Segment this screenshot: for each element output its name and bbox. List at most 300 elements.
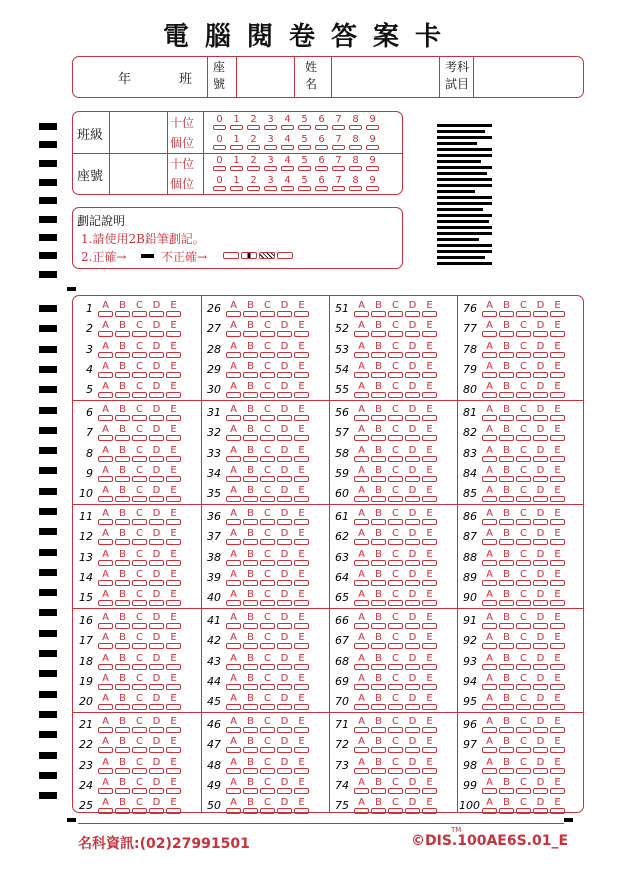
answer-bubble[interactable]: D (276, 777, 293, 794)
answer-bubble[interactable]: B (242, 508, 259, 525)
answer-bubble[interactable]: E (421, 404, 438, 421)
answer-bubble[interactable]: E (549, 361, 566, 378)
answer-bubble[interactable]: A (481, 673, 498, 690)
answer-bubble[interactable]: E (165, 569, 182, 586)
answer-bubble[interactable]: A (97, 508, 114, 525)
digit-bubble[interactable]: 5 (296, 155, 313, 171)
answer-bubble[interactable]: D (404, 757, 421, 774)
answer-bubble[interactable]: C (515, 569, 532, 586)
answer-bubble[interactable]: D (404, 424, 421, 441)
answer-bubble[interactable]: A (481, 508, 498, 525)
answer-bubble[interactable]: C (259, 736, 276, 753)
answer-bubble[interactable]: B (242, 653, 259, 670)
answer-bubble[interactable]: D (276, 465, 293, 482)
digit-bubble[interactable]: 6 (313, 114, 330, 130)
answer-bubble[interactable]: A (97, 797, 114, 814)
digit-bubble[interactable]: 3 (262, 175, 279, 191)
answer-bubble[interactable]: E (549, 404, 566, 421)
answer-bubble[interactable]: C (515, 341, 532, 358)
answer-bubble[interactable]: C (515, 445, 532, 462)
answer-bubble[interactable]: A (481, 341, 498, 358)
answer-bubble[interactable]: A (225, 508, 242, 525)
answer-bubble[interactable]: D (404, 549, 421, 566)
answer-bubble[interactable]: A (225, 465, 242, 482)
answer-bubble[interactable]: C (131, 673, 148, 690)
answer-bubble[interactable]: A (353, 797, 370, 814)
answer-bubble[interactable]: E (421, 381, 438, 398)
answer-bubble[interactable]: B (498, 465, 515, 482)
answer-bubble[interactable]: D (404, 653, 421, 670)
answer-bubble[interactable]: A (97, 632, 114, 649)
answer-bubble[interactable]: D (532, 445, 549, 462)
answer-bubble[interactable]: C (259, 693, 276, 710)
answer-bubble[interactable]: C (387, 361, 404, 378)
answer-bubble[interactable]: E (293, 549, 310, 566)
answer-bubble[interactable]: C (259, 777, 276, 794)
answer-bubble[interactable]: E (421, 445, 438, 462)
answer-bubble[interactable]: D (532, 508, 549, 525)
answer-bubble[interactable]: C (387, 673, 404, 690)
answer-bubble[interactable]: D (532, 653, 549, 670)
answer-bubble[interactable]: B (242, 632, 259, 649)
digit-bubble[interactable]: 0 (211, 134, 228, 150)
answer-bubble[interactable]: E (421, 797, 438, 814)
answer-bubble[interactable]: D (532, 528, 549, 545)
answer-bubble[interactable]: E (165, 797, 182, 814)
answer-bubble[interactable]: A (481, 361, 498, 378)
answer-bubble[interactable]: E (293, 300, 310, 317)
answer-bubble[interactable]: E (165, 445, 182, 462)
answer-bubble[interactable]: E (293, 341, 310, 358)
answer-bubble[interactable]: E (165, 300, 182, 317)
answer-bubble[interactable]: A (481, 485, 498, 502)
answer-bubble[interactable]: C (515, 508, 532, 525)
answer-bubble[interactable]: C (515, 300, 532, 317)
answer-bubble[interactable]: B (114, 632, 131, 649)
digit-bubble[interactable]: 2 (245, 134, 262, 150)
digit-bubble[interactable]: 2 (245, 175, 262, 191)
answer-bubble[interactable]: D (276, 381, 293, 398)
answer-bubble[interactable]: D (404, 777, 421, 794)
seat-tens-digits[interactable] (211, 155, 381, 171)
digit-bubble[interactable]: 1 (228, 114, 245, 130)
answer-bubble[interactable]: E (165, 673, 182, 690)
answer-bubble[interactable]: D (148, 381, 165, 398)
answer-bubble[interactable]: B (498, 589, 515, 606)
answer-bubble[interactable]: E (165, 485, 182, 502)
answer-bubble[interactable]: D (276, 736, 293, 753)
answer-bubble[interactable]: B (114, 797, 131, 814)
answer-bubble[interactable]: A (353, 673, 370, 690)
answer-bubble[interactable]: C (515, 528, 532, 545)
answer-bubble[interactable]: D (148, 465, 165, 482)
answer-bubble[interactable]: C (515, 632, 532, 649)
answer-bubble[interactable]: C (387, 797, 404, 814)
answer-bubble[interactable]: C (387, 528, 404, 545)
digit-bubble[interactable]: 1 (228, 155, 245, 171)
answer-bubble[interactable]: D (148, 300, 165, 317)
answer-bubble[interactable]: D (148, 777, 165, 794)
answer-bubble[interactable]: C (515, 381, 532, 398)
answer-bubble[interactable]: A (225, 653, 242, 670)
answer-bubble[interactable]: A (481, 632, 498, 649)
digit-bubble[interactable]: 3 (262, 134, 279, 150)
digit-bubble[interactable]: 8 (347, 175, 364, 191)
answer-bubble[interactable]: C (259, 716, 276, 733)
answer-bubble[interactable]: B (498, 653, 515, 670)
answer-bubble[interactable]: B (370, 549, 387, 566)
answer-bubble[interactable]: A (481, 777, 498, 794)
answer-bubble[interactable]: A (225, 320, 242, 337)
answer-bubble[interactable]: A (225, 404, 242, 421)
answer-bubble[interactable]: E (165, 693, 182, 710)
answer-bubble[interactable]: E (421, 589, 438, 606)
answer-bubble[interactable]: C (131, 528, 148, 545)
answer-bubble[interactable]: C (259, 632, 276, 649)
digit-bubble[interactable]: 1 (228, 134, 245, 150)
answer-bubble[interactable]: E (549, 757, 566, 774)
answer-bubble[interactable]: E (421, 465, 438, 482)
answer-bubble[interactable]: D (532, 404, 549, 421)
answer-bubble[interactable]: E (549, 381, 566, 398)
answer-bubble[interactable]: C (131, 381, 148, 398)
answer-bubble[interactable]: C (515, 465, 532, 482)
answer-bubble[interactable]: D (148, 757, 165, 774)
answer-bubble[interactable]: C (131, 508, 148, 525)
answer-bubble[interactable]: A (353, 693, 370, 710)
answer-bubble[interactable]: E (421, 673, 438, 690)
answer-bubble[interactable]: D (404, 485, 421, 502)
answer-bubble[interactable]: A (353, 589, 370, 606)
answer-bubble[interactable]: A (225, 797, 242, 814)
answer-bubble[interactable]: B (114, 485, 131, 502)
answer-bubble[interactable]: E (549, 528, 566, 545)
answer-bubble[interactable]: D (532, 300, 549, 317)
answer-bubble[interactable]: E (293, 320, 310, 337)
answer-bubble[interactable]: E (421, 424, 438, 441)
answer-bubble[interactable]: C (387, 300, 404, 317)
answer-bubble[interactable]: B (370, 508, 387, 525)
answer-bubble[interactable]: B (370, 632, 387, 649)
answer-bubble[interactable]: A (225, 736, 242, 753)
digit-bubble[interactable]: 9 (364, 134, 381, 150)
answer-bubble[interactable]: B (242, 589, 259, 606)
answer-bubble[interactable]: E (421, 549, 438, 566)
answer-bubble[interactable]: C (131, 797, 148, 814)
answer-bubble[interactable]: C (387, 404, 404, 421)
answer-bubble[interactable]: A (97, 381, 114, 398)
answer-bubble[interactable]: E (165, 549, 182, 566)
digit-bubble[interactable]: 8 (347, 134, 364, 150)
class-tens-digits[interactable] (211, 114, 381, 130)
answer-bubble[interactable]: D (148, 361, 165, 378)
digit-bubble[interactable]: 0 (211, 175, 228, 191)
answer-bubble[interactable]: C (259, 528, 276, 545)
answer-bubble[interactable]: C (387, 549, 404, 566)
answer-bubble[interactable]: A (225, 485, 242, 502)
answer-bubble[interactable]: A (481, 797, 498, 814)
answer-bubble[interactable]: D (276, 404, 293, 421)
answer-bubble[interactable]: C (387, 716, 404, 733)
answer-bubble[interactable]: E (549, 445, 566, 462)
answer-bubble[interactable]: B (114, 320, 131, 337)
answer-bubble[interactable]: A (97, 404, 114, 421)
answer-bubble[interactable]: B (242, 445, 259, 462)
answer-bubble[interactable]: E (165, 777, 182, 794)
answer-bubble[interactable]: B (114, 341, 131, 358)
answer-bubble[interactable]: D (148, 653, 165, 670)
answer-bubble[interactable]: A (481, 424, 498, 441)
answer-bubble[interactable]: E (421, 361, 438, 378)
answer-bubble[interactable]: B (498, 612, 515, 629)
answer-bubble[interactable]: C (515, 612, 532, 629)
answer-bubble[interactable]: B (498, 320, 515, 337)
digit-bubble[interactable]: 4 (279, 155, 296, 171)
answer-bubble[interactable]: C (131, 569, 148, 586)
answer-bubble[interactable]: B (498, 673, 515, 690)
answer-bubble[interactable]: B (370, 381, 387, 398)
answer-bubble[interactable]: E (421, 653, 438, 670)
answer-bubble[interactable]: A (225, 381, 242, 398)
answer-bubble[interactable]: D (532, 589, 549, 606)
seat-ones-digits[interactable] (211, 175, 381, 191)
answer-bubble[interactable]: A (97, 569, 114, 586)
answer-bubble[interactable]: A (225, 632, 242, 649)
answer-bubble[interactable]: A (225, 612, 242, 629)
answer-bubble[interactable]: B (114, 404, 131, 421)
answer-bubble[interactable]: B (370, 361, 387, 378)
answer-bubble[interactable]: A (353, 485, 370, 502)
answer-bubble[interactable]: A (353, 569, 370, 586)
answer-bubble[interactable]: C (515, 777, 532, 794)
answer-bubble[interactable]: B (498, 757, 515, 774)
answer-bubble[interactable]: D (532, 485, 549, 502)
answer-bubble[interactable]: A (97, 673, 114, 690)
answer-bubble[interactable]: D (148, 632, 165, 649)
answer-bubble[interactable]: B (370, 757, 387, 774)
digit-bubble[interactable]: 4 (279, 134, 296, 150)
answer-bubble[interactable]: C (387, 632, 404, 649)
answer-bubble[interactable]: C (387, 445, 404, 462)
answer-bubble[interactable]: D (532, 549, 549, 566)
answer-bubble[interactable]: A (353, 404, 370, 421)
answer-bubble[interactable]: D (532, 797, 549, 814)
answer-bubble[interactable]: B (114, 549, 131, 566)
answer-bubble[interactable]: A (97, 612, 114, 629)
answer-bubble[interactable]: C (259, 361, 276, 378)
answer-bubble[interactable]: C (387, 381, 404, 398)
answer-bubble[interactable]: C (131, 424, 148, 441)
answer-bubble[interactable]: A (97, 716, 114, 733)
answer-bubble[interactable]: D (276, 320, 293, 337)
answer-bubble[interactable]: E (293, 528, 310, 545)
answer-bubble[interactable]: E (549, 589, 566, 606)
answer-bubble[interactable]: D (532, 465, 549, 482)
answer-bubble[interactable]: A (225, 445, 242, 462)
answer-bubble[interactable]: C (131, 485, 148, 502)
answer-bubble[interactable]: A (97, 589, 114, 606)
answer-bubble[interactable]: C (259, 404, 276, 421)
answer-bubble[interactable]: C (259, 589, 276, 606)
answer-bubble[interactable]: C (515, 716, 532, 733)
answer-bubble[interactable]: D (404, 404, 421, 421)
answer-bubble[interactable]: A (481, 404, 498, 421)
answer-bubble[interactable]: E (549, 693, 566, 710)
answer-bubble[interactable]: A (97, 465, 114, 482)
answer-bubble[interactable]: A (225, 757, 242, 774)
answer-bubble[interactable]: B (242, 341, 259, 358)
answer-bubble[interactable]: C (131, 404, 148, 421)
digit-bubble[interactable]: 7 (330, 114, 347, 130)
answer-bubble[interactable]: A (353, 653, 370, 670)
answer-bubble[interactable]: B (498, 716, 515, 733)
answer-bubble[interactable]: E (165, 404, 182, 421)
answer-bubble[interactable]: B (498, 485, 515, 502)
answer-bubble[interactable]: E (293, 465, 310, 482)
answer-bubble[interactable]: E (549, 716, 566, 733)
answer-bubble[interactable]: A (97, 757, 114, 774)
answer-bubble[interactable]: D (276, 445, 293, 462)
answer-bubble[interactable]: B (114, 777, 131, 794)
answer-bubble[interactable]: B (242, 549, 259, 566)
answer-bubble[interactable]: E (293, 361, 310, 378)
answer-bubble[interactable]: E (165, 653, 182, 670)
answer-bubble[interactable]: D (148, 569, 165, 586)
answer-bubble[interactable]: A (353, 465, 370, 482)
answer-bubble[interactable]: C (259, 673, 276, 690)
answer-bubble[interactable]: E (293, 485, 310, 502)
answer-bubble[interactable]: B (498, 569, 515, 586)
answer-bubble[interactable]: D (276, 673, 293, 690)
answer-bubble[interactable]: E (549, 465, 566, 482)
answer-bubble[interactable]: B (242, 777, 259, 794)
answer-bubble[interactable]: B (370, 465, 387, 482)
digit-bubble[interactable]: 5 (296, 134, 313, 150)
answer-bubble[interactable]: E (293, 797, 310, 814)
answer-bubble[interactable]: E (549, 736, 566, 753)
answer-bubble[interactable]: E (421, 569, 438, 586)
answer-bubble[interactable]: D (404, 569, 421, 586)
answer-bubble[interactable]: C (131, 632, 148, 649)
answer-bubble[interactable]: A (225, 300, 242, 317)
answer-bubble[interactable]: C (515, 693, 532, 710)
answer-bubble[interactable]: D (148, 404, 165, 421)
answer-bubble[interactable]: B (370, 673, 387, 690)
answer-bubble[interactable]: C (387, 485, 404, 502)
answer-bubble[interactable]: C (387, 612, 404, 629)
answer-bubble[interactable]: E (549, 569, 566, 586)
answer-bubble[interactable]: C (259, 757, 276, 774)
answer-bubble[interactable]: E (549, 508, 566, 525)
answer-bubble[interactable]: D (276, 693, 293, 710)
answer-bubble[interactable]: D (404, 612, 421, 629)
answer-bubble[interactable]: D (276, 300, 293, 317)
answer-bubble[interactable]: A (225, 693, 242, 710)
answer-bubble[interactable]: B (242, 736, 259, 753)
answer-bubble[interactable]: A (97, 424, 114, 441)
answer-bubble[interactable]: A (353, 549, 370, 566)
answer-bubble[interactable]: A (225, 549, 242, 566)
answer-bubble[interactable]: A (481, 445, 498, 462)
digit-bubble[interactable]: 9 (364, 114, 381, 130)
answer-bubble[interactable]: E (549, 320, 566, 337)
answer-bubble[interactable]: E (293, 673, 310, 690)
answer-bubble[interactable]: E (293, 693, 310, 710)
answer-bubble[interactable]: A (353, 716, 370, 733)
answer-bubble[interactable]: B (114, 445, 131, 462)
answer-bubble[interactable]: B (370, 736, 387, 753)
answer-bubble[interactable]: D (404, 716, 421, 733)
answer-bubble[interactable]: E (549, 300, 566, 317)
answer-bubble[interactable]: B (242, 320, 259, 337)
answer-bubble[interactable]: E (421, 341, 438, 358)
answer-bubble[interactable]: C (387, 653, 404, 670)
answer-bubble[interactable]: B (370, 320, 387, 337)
answer-bubble[interactable]: B (370, 716, 387, 733)
answer-bubble[interactable]: E (549, 612, 566, 629)
answer-bubble[interactable]: B (498, 736, 515, 753)
answer-bubble[interactable]: A (353, 341, 370, 358)
answer-bubble[interactable]: E (165, 508, 182, 525)
answer-bubble[interactable]: D (276, 589, 293, 606)
answer-bubble[interactable]: C (515, 797, 532, 814)
answer-bubble[interactable]: C (259, 508, 276, 525)
answer-bubble[interactable]: D (404, 445, 421, 462)
answer-bubble[interactable]: B (242, 757, 259, 774)
answer-bubble[interactable]: B (242, 612, 259, 629)
answer-bubble[interactable]: A (353, 736, 370, 753)
answer-bubble[interactable]: C (515, 757, 532, 774)
answer-bubble[interactable]: C (259, 465, 276, 482)
answer-bubble[interactable]: D (148, 445, 165, 462)
answer-bubble[interactable]: E (165, 361, 182, 378)
answer-bubble[interactable]: B (114, 693, 131, 710)
answer-bubble[interactable]: B (498, 424, 515, 441)
answer-bubble[interactable]: D (404, 797, 421, 814)
answer-bubble[interactable]: D (276, 424, 293, 441)
answer-bubble[interactable]: C (131, 757, 148, 774)
answer-bubble[interactable]: C (515, 549, 532, 566)
answer-bubble[interactable]: C (387, 757, 404, 774)
answer-bubble[interactable]: B (242, 381, 259, 398)
answer-bubble[interactable]: D (148, 589, 165, 606)
digit-bubble[interactable]: 9 (364, 155, 381, 171)
answer-bubble[interactable]: D (276, 485, 293, 502)
answer-bubble[interactable]: C (131, 612, 148, 629)
answer-bubble[interactable]: E (165, 757, 182, 774)
answer-bubble[interactable]: C (259, 381, 276, 398)
answer-bubble[interactable]: C (387, 569, 404, 586)
answer-bubble[interactable]: A (353, 612, 370, 629)
answer-bubble[interactable]: B (370, 777, 387, 794)
answer-bubble[interactable]: A (97, 361, 114, 378)
answer-bubble[interactable]: A (97, 300, 114, 317)
answer-bubble[interactable]: E (165, 424, 182, 441)
answer-bubble[interactable]: D (276, 508, 293, 525)
answer-bubble[interactable]: C (515, 736, 532, 753)
answer-bubble[interactable]: C (387, 320, 404, 337)
answer-bubble[interactable]: E (165, 716, 182, 733)
answer-bubble[interactable]: A (97, 549, 114, 566)
class-ones-digits[interactable] (211, 134, 381, 150)
answer-bubble[interactable]: D (404, 361, 421, 378)
answer-bubble[interactable]: B (370, 528, 387, 545)
answer-bubble[interactable]: A (481, 653, 498, 670)
answer-bubble[interactable]: D (148, 549, 165, 566)
answer-bubble[interactable]: D (148, 797, 165, 814)
digit-bubble[interactable]: 6 (313, 134, 330, 150)
answer-bubble[interactable]: A (353, 300, 370, 317)
